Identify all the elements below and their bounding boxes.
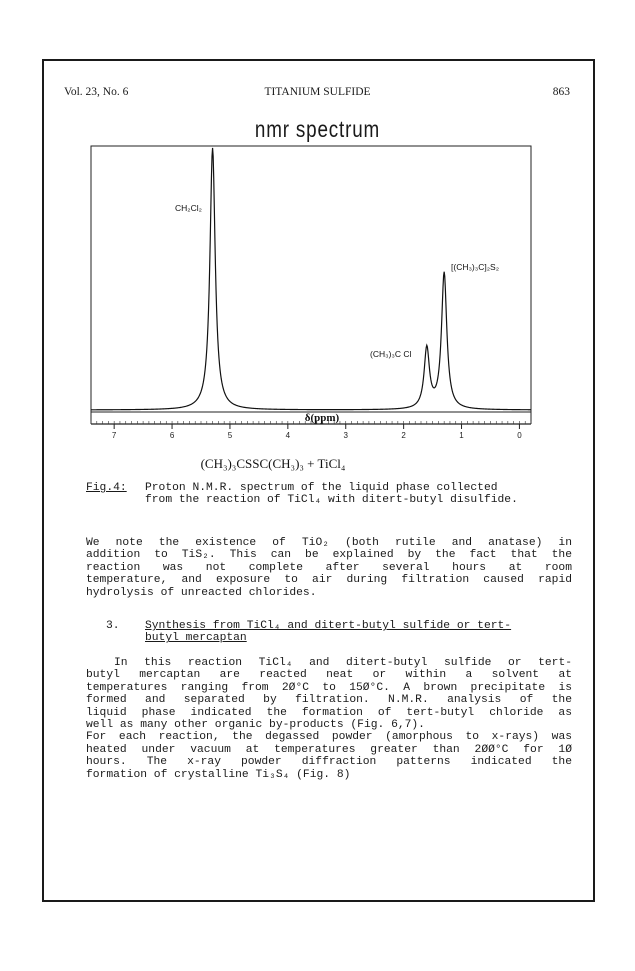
text-line: reaction was not complete after several hours at room (86, 561, 572, 574)
tick-label: 6 (169, 431, 175, 440)
text-line: hours. The x-ray powder diffraction patterns indicated the (86, 756, 572, 769)
text-line: well as many other organic by-products (Fig. 6,7). (86, 718, 425, 731)
x-axis-label: δ(ppm) (304, 412, 340, 424)
journal-volume: Vol. 23, No. 6 (64, 86, 129, 98)
paragraph-tio2 (86, 537, 572, 599)
text-line: hydrolysis of unreacted chlorides. (86, 586, 317, 599)
paragraph-synthesis (86, 657, 572, 781)
caption-line: Proton N.M.R. spectrum of the liquid phase collected (145, 482, 498, 494)
text-line: We note the existence of TiO₂ (both rutile and anatase) in (86, 537, 572, 549)
section-heading: Synthesis from TiCl₄ and ditert-butyl sulfide or tert- butyl mercaptan (145, 620, 512, 645)
running-title: TITANIUM SULFIDE (264, 86, 371, 98)
reaction-equation: (CH₃)₃CSSC(CH₃)₃ + TiCl₄ (200, 456, 346, 471)
caption-line: from the reaction of TiCl₄ with ditert-butyl disulfide. (145, 494, 518, 507)
tick-label: 1 (459, 431, 464, 440)
text-line: heated under vacuum at temperatures greater than 2ØØ°C for 1Ø (86, 743, 572, 756)
plot-frame (91, 146, 531, 424)
figure-title: nmr spectrum (254, 116, 381, 142)
text-line: temperature, and exposure to air during filtration caused rapid (86, 574, 572, 587)
tick-label: 5 (227, 431, 233, 440)
peak-label-disulfide: [(CH₃)₃C]₂S₂ (451, 262, 499, 272)
text-line: In this reaction TiCl₄ and ditert-butyl sulfide or tert- (114, 657, 572, 669)
peak-label-tbucl: (CH₃)₃C Cl (370, 349, 412, 359)
figure-caption (145, 482, 518, 507)
text-line: butyl mercaptan are reacted neat or within a solvent at (86, 669, 572, 682)
tick-label: 2 (401, 431, 406, 440)
tick-label: 0 (517, 431, 522, 440)
text-line: temperatures ranging from 2Ø°C to 15Ø°C. A brown precipitate is (86, 681, 572, 694)
spectrum-trace (91, 148, 531, 410)
section-number: 3. (106, 620, 120, 632)
caption-label: Fig.4: (86, 482, 127, 494)
tick-label: 7 (111, 431, 117, 440)
text-line: liquid phase indicated the formation of tert-butyl chloride as (86, 706, 572, 719)
nmr-spectrum-chart (85, 142, 545, 472)
page-number: 863 (552, 86, 570, 98)
text-line: addition to TiS₂. This can be explained by the fact that the (86, 549, 572, 562)
tick-label: 4 (285, 431, 291, 440)
tick-label: 3 (343, 431, 348, 440)
peak-label-ch2cl2: CH₂Cl₂ (175, 203, 202, 213)
text-line: For each reaction, the degassed powder (amorphous to x-rays) was (86, 731, 572, 744)
text-line: formed and separated by filtration. N.M.R. analysis of the (86, 694, 572, 707)
text-line: formation of crystalline Ti₃S₄ (Fig. 8) (86, 768, 351, 781)
